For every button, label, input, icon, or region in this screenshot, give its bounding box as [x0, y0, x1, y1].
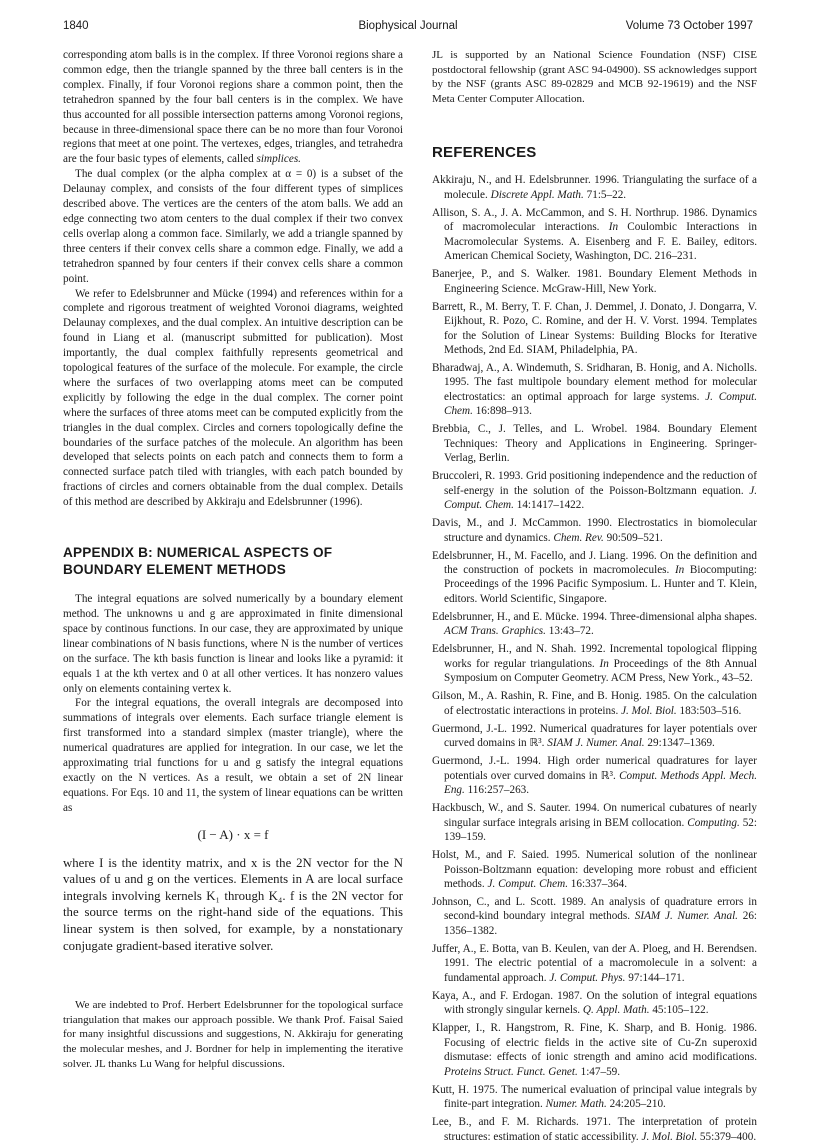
reference-entry: Edelsbrunner, H., and N. Shah. 1992. Incremental topological flipping works for regular triangulations. In Proceedings of the 8th Annual Symposium on Computer Geometry. ACM Press, New York., 43–52. [432, 643, 757, 685]
body-paragraph: The integral equations are solved numerically by a boundary element method. The unknowns u and g are approximated in finite dimensional space by continous functions. In our case, they are approximated by unique linear combinations of N basis functions, where N is the number of vertices on the surface. The kth basis function is linear and looks like a pyramid: it equals 1 at the kth vertex and 0 at all other vertices. It has nonzero values only on elements containing vertex k. [63, 593, 403, 695]
reference-entry: Akkiraju, N., and H. Edelsbrunner. 1996. Triangulating the surface of a molecule. Discrete Appl. Math. 71:5–22. [432, 174, 757, 201]
reference-entry: Klapper, I., R. Hangstrom, R. Fine, K. Sharp, and B. Honig. 1986. Focusing of electric fields in the active site of Cu-Zn superoxid dismutase: effects of ionic strength and amino acid modifications. Proteins Struct. Funct. Genet. 1:47–59. [432, 1022, 757, 1078]
reference-entry: Kaya, A., and F. Erdogan. 1987. On the solution of integral equations with strongly singular kernels. Q. Appl. Math. 45:105–122. [432, 989, 757, 1017]
journal-name: Biophysical Journal [358, 20, 458, 32]
reference-entry: Barrett, R., M. Berry, T. F. Chan, J. Demmel, J. Donato, J. Dongarra, V. Eijkhout, R. Pozo, C. Romine, and der H. V. Vorst. 1994. Templates for the Solution of Linear Systems: Building Blocks for Iterative Methods, 2nd Ed. SIAM, Philadelphia, PA. [432, 300, 757, 356]
reference-entry: Gilson, M., A. Rashin, R. Fine, and B. Honig. 1985. On the calculation of electrostatic interactions in proteins. J. Mol. Biol. 183:503–516. [432, 690, 757, 717]
left-column [63, 48, 403, 1071]
body-paragraph: For the integral equations, the overall integrals are decomposed into summations of integrals over elements. Each surface triangle element is first transformed into a standard simplex (master triangle), where the numerical quadratures are applied for integration. In our case, we let the approximating trial functions for u and g satisfy the integral equations exactly on the N vertices. As a result, we obtain a set of 2N linear equations. For Eqs. 10 and 11, the system of linear equations can be written as [63, 697, 403, 814]
reference-entry: Guermond, J.-L. 1994. High order numerical quadratures for layer potentials over curved domains in ℝ³. Comput. Methods Appl. Mech. Eng. 116:257–263. [432, 755, 757, 797]
reference-entry: Holst, M., and F. Saied. 1995. Numerical solution of the nonlinear Poisson-Boltzmann equation: developing more robust and efficient methods. J. Comput. Chem. 16:337–364. [432, 849, 757, 890]
reference-entry: Davis, M., and J. McCammon. 1990. Electrostatics in biomolecular structure and dynamics. Chem. Rev. 90:509–521. [432, 517, 757, 544]
running-header [63, 20, 753, 40]
body-paragraph: corresponding atom balls is in the complex. If three Voronoi regions share a common edge, then the triangle spanned by the three ball centers is in the complex. Finally, if four Voronoi regions share a common point, then the tetrahedron spanned by the four ball centers is in the complex. We have thus accounted for all possible intersection patterns among Voronoi regions, because in three-dimensional space there can be no more than four Voronoi regions that meet at one point. The vertexes, edges, triangles, and tetrahedra are the four basic types of elements, called simplices. [63, 49, 403, 166]
reference-entry: Hackbusch, W., and S. Sauter. 1994. On numerical cubatures of nearly singular surface integrals arising in BEM collocation. Computing. 52: 139–159. [432, 802, 758, 844]
page-number: 1840 [63, 20, 89, 32]
reference-entry: Lee, B., and F. M. Richards. 1971. The interpretation of protein structures: estimation of static accessibility. J. Mol. Biol. 55:379–400. [432, 1116, 757, 1143]
reference-entry: Brebbia, C., J. Telles, and L. Wrobel. 1984. Boundary Element Techniques: Theory and Applications in Engineering. Springer-Verlag, Berlin. [432, 423, 757, 465]
reference-entry: Bharadwaj, A., A. Windemuth, S. Sridharan, B. Honig, and A. Nicholls. 1995. The fast multipole boundary element method for molecular electrostatics: an optimal approach for large systems. J. Comput. Chem. 16:898–913. [432, 362, 757, 418]
references-heading: REFERENCES [432, 144, 537, 162]
reference-entry: Edelsbrunner, H., M. Facello, and J. Liang. 1996. On the definition and the construction of pockets in macromolecules. In Biocomputing: Proceedings of the 1996 Pacific Symposium. L. Hunter and T. Klein, editors. World Scientific, Singapore. [432, 549, 757, 605]
reference-entry: Johnson, C., and L. Scott. 1989. An analysis of quadrature errors in second-kind boundary integral methods. SIAM J. Numer. Anal. 26: 1356–1382. [432, 896, 758, 937]
reference-entry: Guermond, J.-L. 1992. Numerical quadratures for layer potentials over curved domains in ℝ³. SIAM J. Numer. Anal. 29:1347–1369. [432, 722, 757, 750]
reference-entry: Edelsbrunner, H., and E. Mücke. 1994. Three-dimensional alpha shapes. ACM Trans. Graphics. 13:43–72. [432, 610, 757, 638]
right-column [432, 48, 757, 1148]
reference-entry: Allison, S. A., J. A. McCammon, and S. H. Northrup. 1986. Dynamics of macromolecular interactions. In Coulombic Interactions in Macromolecular Systems. A. Eisenberg and F. E. Bailey, editors. American Chemical Society, Washington, DC. 216–231. [432, 206, 757, 263]
body-paragraph: where I is the identity matrix, and x is the 2N vector for the N values of u and g on the vertices. Elements in A are local surface integrals involving kernels K₁ through K₄. f is the 2N vector for the source terms on the right-hand side of the equations. This linear system is then solved, for example, by a nonstationary conjugate gradient-based iterative solver. [63, 855, 403, 953]
reference-entry: Banerjee, P., and S. Walker. 1981. Boundary Element Methods in Engineering Science. McGraw-Hill, New York. [432, 268, 757, 295]
body-paragraph: The dual complex (or the alpha complex at α = 0) is a subset of the Delaunay complex, and consists of the four different types of simplices described above. The vertices are the centers of the atom balls. We add an edge connecting two atom centers to the dual complex if their two convex cells overlap along a common face. Similarly, we add a triangle spanned by three centers if their convex cells share a common edge. Finally, we add a tetrahedron spanned by four centers if their convex cells share a common point. [63, 168, 403, 285]
equation: (I − A) · x = f [197, 826, 269, 842]
reference-entry: Kutt, H. 1975. The numerical evaluation of principal value integrals by finite-part integration. Numer. Math. 24:205–210. [432, 1083, 757, 1111]
funding-note: JL is supported by an National Science Foundation (NSF) CISE postdoctoral fellowship (grant ASC 94-04900). SS acknowledges support by the NSF (grants ASC 89-02829 and MCB 92-19619) and the NSF Meta Center Computer Allocation. [432, 49, 757, 105]
appendix-heading: APPENDIX B: NUMERICAL ASPECTS OF BOUNDARY ELEMENT METHODS [63, 545, 333, 578]
body-paragraph: We refer to Edelsbrunner and Mücke (1994) and references within for a complete and rigorous treatment of weighted Voronoi diagrams, weighted Delaunay complexes, and the dual complex. An intuitive description can be found in Liang et al. (manuscript submitted for publication). Most importantly, the dual complex faithfully represents geometrical and topological features of the surface of the molecule. For example, the circle where the surfaces of two overlapping atoms meet can be computed explicitly by following the edge in the dual complex. The corner point where the surfaces of three atoms meet can be computed explicitly from the triangles in the dual complex. Circles and corners topologically define the boundaries of the surface patches of the molecule. An algorithm has been developed that selects points on each patch and connects them to form a connected surface patch tiled with triangles, with each patch bounded by fractions of circles and corners obtainable from the dual complex. Details of this method are described by Akkiraju and Edelsbrunner (1996). [63, 287, 403, 509]
reference-list [432, 173, 757, 1144]
reference-entry: Bruccoleri, R. 1993. Grid positioning independence and the reduction of self-energy in the solution of the Poisson-Boltzmann equation. J. Comput. Chem. 14:1417–1422. [432, 470, 757, 512]
reference-entry: Juffer, A., E. Botta, van B. Keulen, van der A. Ploeg, and H. Berendsen. 1991. The electric potential of a macromolecule in a solvent: a fundamental approach. J. Comput. Phys. 97:144–171. [432, 942, 757, 984]
volume-info: Volume 73 October 1997 [625, 20, 753, 32]
acknowledgments: We are indebted to Prof. Herbert Edelsbrunner for the topological surface triangulation that makes our approach possible. We thank Prof. Faisal Saied for many insightful discussions and suggestions, N. Akkiraju for generating the molecular meshes, and J. Bordner for help in implementing the iterative solver. JL thanks Lu Wang for helpful discussions. [63, 999, 403, 1070]
